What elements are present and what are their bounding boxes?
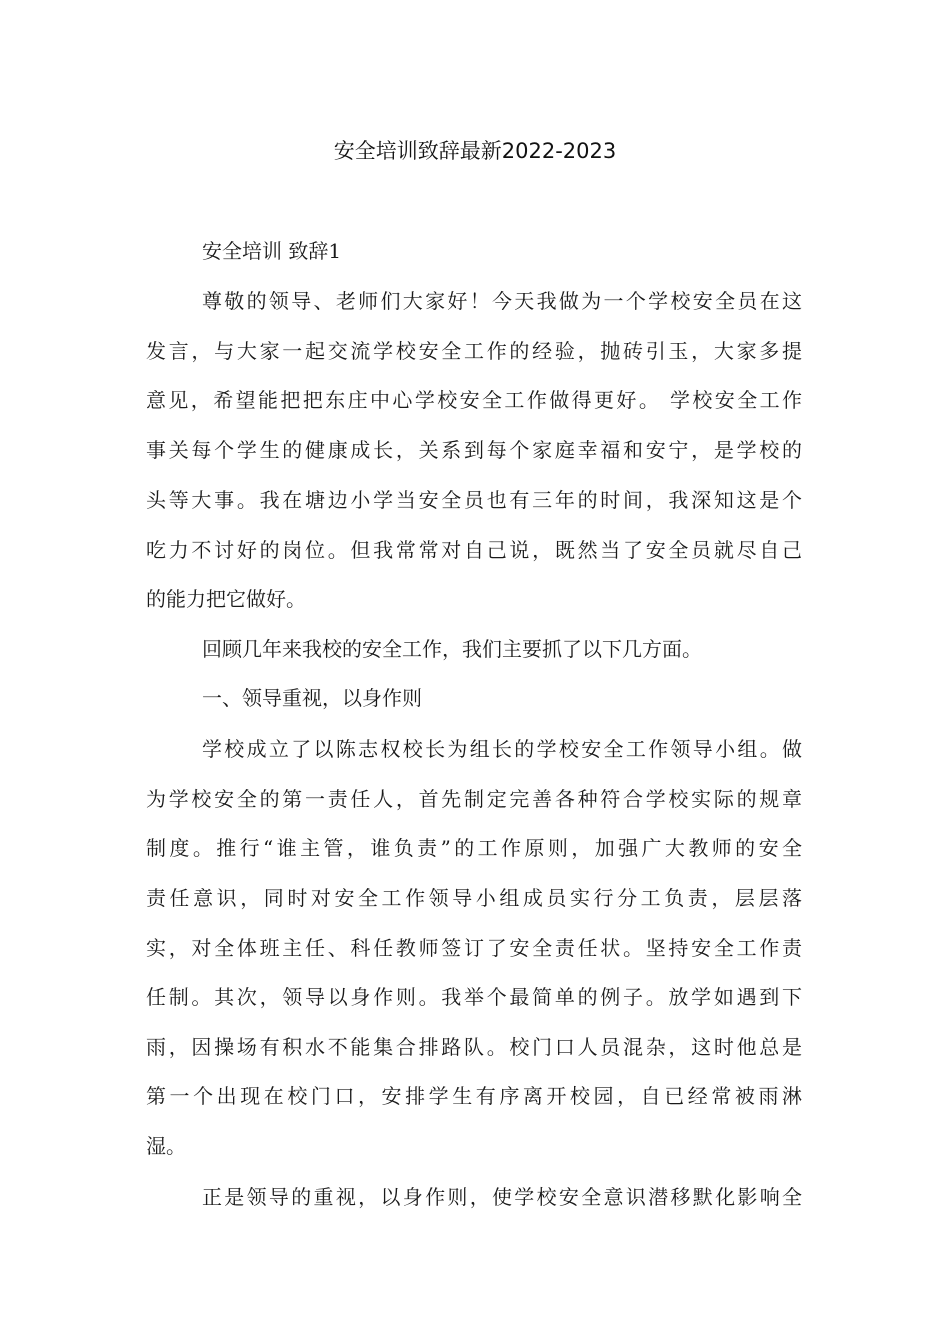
paragraph-line: 发言，与大家一起交流学校安全工作的经验，抛砖引玉，大家多提 [146, 339, 802, 363]
subheading: 一、领导重视，以身作则 [202, 686, 422, 710]
paragraph-line: 头等大事。我在塘边小学当安全员也有三年的时间，我深知这是个 [146, 488, 802, 512]
paragraph-line: 正是领导的重视，以身作则，使学校安全意识潜移默化影响全 [202, 1185, 802, 1209]
paragraph-line: 实，对全体班主任、科任教师签订了安全责任状。坚持安全工作责 [146, 936, 802, 960]
paragraph-line: 为学校安全的第一责任人，首先制定完善各种符合学校实际的规章 [146, 787, 802, 811]
paragraph-line: 尊敬的领导、老师们大家好！今天我做为一个学校安全员在这 [202, 289, 802, 313]
paragraph-line: 第一个出现在校门口，安排学生有序离开校园，自已经常被雨淋 [146, 1084, 802, 1108]
paragraph-line: 意见，希望能把把东庄中心学校安全工作做得更好。 学校安全工作 [146, 388, 802, 412]
paragraph-line: 回顾几年来我校的安全工作，我们主要抓了以下几方面。 [202, 637, 702, 661]
section-heading: 安全培训 致辞1 [202, 239, 342, 263]
paragraph-line: 学校成立了以陈志权校长为组长的学校安全工作领导小组。做 [202, 737, 802, 761]
paragraph-line: 湿。 [146, 1134, 186, 1158]
paragraph-line: 雨，因操场有积水不能集合排路队。校门口人员混杂，这时他总是 [146, 1035, 802, 1059]
paragraph-line: 责任意识，同时对安全工作领导小组成员实行分工负责，层层落 [146, 886, 802, 910]
paragraph-line: 任制。其次，领导以身作则。我举个最简单的例子。放学如遇到下 [146, 985, 802, 1009]
paragraph-line: 吃力不讨好的岗位。但我常常对自己说，既然当了安全员就尽自己 [146, 538, 802, 562]
paragraph-line: 的能力把它做好。 [146, 587, 306, 611]
paragraph-line: 制度。推行“谁主管，谁负责”的工作原则，加强广大教师的安全 [146, 836, 802, 860]
paragraph-line: 事关每个学生的健康成长，关系到每个家庭幸福和安宁，是学校的 [146, 438, 802, 462]
document-title: 安全培训致辞最新2022-2023 [333, 139, 617, 163]
